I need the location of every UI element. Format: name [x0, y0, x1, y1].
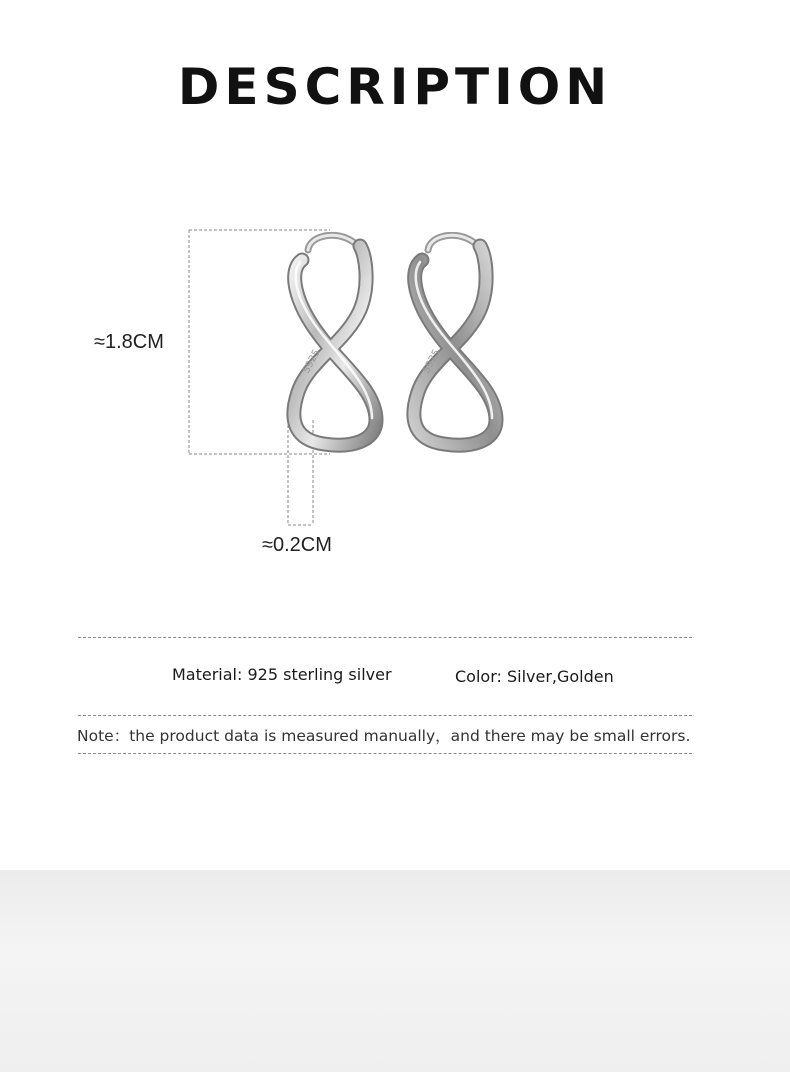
divider-middle: [78, 715, 692, 716]
divider-bottom: [78, 753, 692, 754]
page-title: DESCRIPTION: [177, 58, 613, 116]
color-spec: Color: Silver,Golden: [455, 667, 614, 686]
material-spec: Material: 925 sterling silver: [172, 665, 392, 684]
divider-top: [78, 637, 692, 638]
infinity-earring-right: [400, 232, 512, 456]
bottom-background-band: [0, 870, 790, 1072]
engraving-left: S925: [300, 347, 323, 376]
width-dimension-label: ≈0.2CM: [262, 534, 332, 556]
engraving-right: S925: [420, 347, 443, 376]
measurement-note: Note：the product data is measured manually，and there may be small errors.: [77, 727, 691, 745]
height-dimension-label: ≈1.8CM: [94, 331, 164, 353]
infinity-earring-left: [280, 232, 392, 456]
